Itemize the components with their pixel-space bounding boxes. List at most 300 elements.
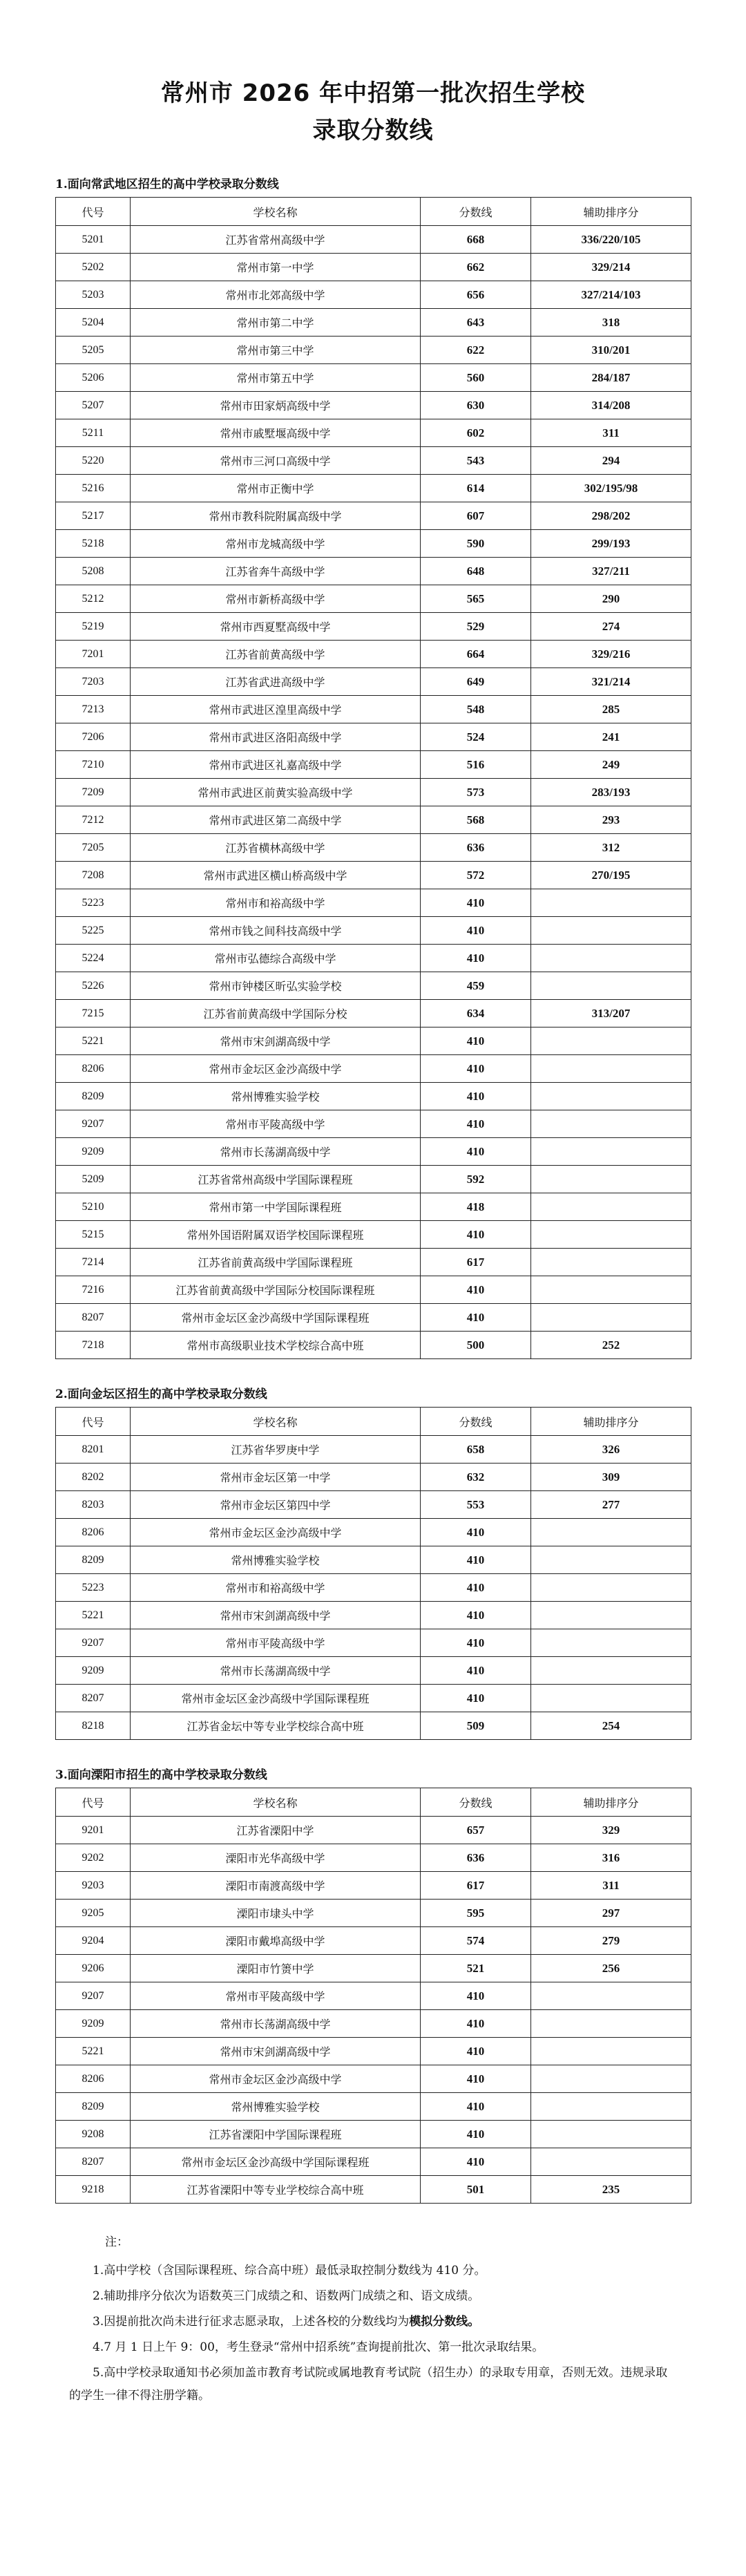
section-title: 1.面向常武地区招生的高中学校录取分数线 [55,178,279,191]
school-name-cell: 江苏省溧阳中学 [131,1817,421,1844]
aux-score-cell [531,1249,691,1276]
table-row [56,751,691,779]
aux-score-cell [531,917,691,945]
table-row [56,641,691,668]
section-3 [55,1765,691,2204]
school-name-cell: 江苏省前黄高级中学 [131,641,421,668]
score-cell: 617 [421,1872,531,1900]
school-code-cell: 8202 [56,1464,131,1491]
table-row [56,309,691,337]
table-row [56,668,691,696]
table-row [56,972,691,1000]
score-cell: 410 [421,2010,531,2038]
table-row [56,1436,691,1464]
score-cell: 410 [421,1602,531,1629]
school-name-cell: 常州市钟楼区昕弘实验学校 [131,972,421,1000]
score-cell: 529 [421,613,531,641]
score-cell: 501 [421,2176,531,2204]
score-cell: 509 [421,1712,531,1740]
aux-score-cell: 314/208 [531,392,691,419]
school-name-cell: 常州市西夏墅高级中学 [131,613,421,641]
school-name-cell: 溧阳市戴埠高级中学 [131,1927,421,1955]
aux-score-cell: 285 [531,696,691,723]
table-row [56,530,691,558]
school-name-cell: 常州市宋剑湖高级中学 [131,1602,421,1629]
aux-score-cell [531,1276,691,1304]
school-code-cell: 9206 [56,1955,131,1982]
table-row [56,696,691,723]
school-code-cell: 8207 [56,2148,131,2176]
school-name-cell: 常州市武进区第二高级中学 [131,806,421,834]
school-code-cell: 5207 [56,392,131,419]
table-row [56,1464,691,1491]
score-cell: 592 [421,1166,531,1193]
aux-score-cell [531,1221,691,1249]
school-code-cell: 5223 [56,889,131,917]
aux-score-cell: 336/220/105 [531,226,691,254]
score-cell: 630 [421,392,531,419]
score-cell: 590 [421,530,531,558]
column-header: 辅助排序分 [531,1408,691,1436]
school-code-cell: 7201 [56,641,131,668]
school-name-cell: 常州市高级职业技术学校综合高中班 [131,1332,421,1359]
school-name-cell: 常州博雅实验学校 [131,1083,421,1110]
school-code-cell: 7212 [56,806,131,834]
column-header: 学校名称 [131,198,421,226]
sections-container [0,174,746,2204]
aux-score-cell [531,2010,691,2038]
notes [69,2231,677,2407]
school-name-cell: 常州市金坛区第一中学 [131,1464,421,1491]
score-cell: 410 [421,1110,531,1138]
school-name-cell: 常州市金坛区第四中学 [131,1491,421,1519]
school-name-cell: 江苏省前黄高级中学国际课程班 [131,1249,421,1276]
table-row [56,585,691,613]
school-name-cell: 溧阳市竹箦中学 [131,1955,421,1982]
score-cell: 410 [421,1276,531,1304]
table-row [56,917,691,945]
aux-score-cell [531,1166,691,1193]
table-row [56,1304,691,1332]
school-name-cell: 江苏省前黄高级中学国际分校 [131,1000,421,1027]
score-cell: 410 [421,1304,531,1332]
school-code-cell: 8209 [56,1083,131,1110]
table-row [56,2065,691,2093]
school-code-cell: 5219 [56,613,131,641]
table-row [56,862,691,889]
school-name-cell: 常州市金坛区金沙高级中学国际课程班 [131,2148,421,2176]
table-row [56,281,691,309]
aux-score-cell: 329/214 [531,254,691,281]
aux-score-cell: 326 [531,1436,691,1464]
school-code-cell: 5209 [56,1166,131,1193]
school-name-cell: 江苏省武进高级中学 [131,668,421,696]
school-code-cell: 5215 [56,1221,131,1249]
table-row [56,1629,691,1657]
school-code-cell: 9201 [56,1817,131,1844]
school-code-cell: 9218 [56,2176,131,2204]
aux-score-cell: 274 [531,613,691,641]
column-header: 学校名称 [131,1788,421,1817]
school-code-cell: 5203 [56,281,131,309]
school-code-cell: 5208 [56,558,131,585]
school-name-cell: 常州市宋剑湖高级中学 [131,1027,421,1055]
school-name-cell: 常州市正衡中学 [131,475,421,502]
score-table [55,1788,691,2204]
school-code-cell: 9207 [56,1110,131,1138]
score-cell: 410 [421,889,531,917]
table-header-row [56,1788,691,1817]
school-code-cell: 5224 [56,945,131,972]
note-item [69,2336,677,2359]
aux-score-cell: 270/195 [531,862,691,889]
school-code-cell: 7209 [56,779,131,806]
school-name-cell: 江苏省常州高级中学国际课程班 [131,1166,421,1193]
school-code-cell: 8203 [56,1491,131,1519]
score-cell: 634 [421,1000,531,1027]
aux-score-cell [531,1519,691,1546]
school-name-cell: 常州市第一中学国际课程班 [131,1193,421,1221]
score-cell: 643 [421,309,531,337]
score-cell: 632 [421,1464,531,1491]
school-name-cell: 常州市戚墅堰高级中学 [131,419,421,447]
school-name-cell: 常州博雅实验学校 [131,2093,421,2121]
section-1 [55,174,691,1359]
note-emphasis: 模拟分数线。 [409,2315,480,2329]
score-cell: 410 [421,1138,531,1166]
score-cell: 658 [421,1436,531,1464]
school-name-cell: 溧阳市南渡高级中学 [131,1872,421,1900]
score-cell: 560 [421,364,531,392]
school-code-cell: 9207 [56,1629,131,1657]
school-code-cell: 5204 [56,309,131,337]
school-name-cell: 溧阳市埭头中学 [131,1900,421,1927]
score-cell: 524 [421,723,531,751]
table-row [56,337,691,364]
aux-score-cell [531,1546,691,1574]
table-row [56,447,691,475]
school-name-cell: 江苏省常州高级中学 [131,226,421,254]
school-code-cell: 5221 [56,1027,131,1055]
table-row [56,1927,691,1955]
score-cell: 553 [421,1491,531,1519]
aux-score-cell: 254 [531,1712,691,1740]
school-code-cell: 9209 [56,1657,131,1685]
school-name-cell: 江苏省前黄高级中学国际分校国际课程班 [131,1276,421,1304]
aux-score-cell [531,2093,691,2121]
school-name-cell: 常州市宋剑湖高级中学 [131,2038,421,2065]
score-cell: 657 [421,1817,531,1844]
score-cell: 574 [421,1927,531,1955]
school-name-cell: 常州市三河口高级中学 [131,447,421,475]
table-row [56,1332,691,1359]
score-table [55,1407,691,1740]
aux-score-cell: 321/214 [531,668,691,696]
table-header-row [56,198,691,226]
score-cell: 617 [421,1249,531,1276]
aux-score-cell: 277 [531,1491,691,1519]
score-cell: 602 [421,419,531,447]
note-text: 1.高中学校（含国际课程班、综合高中班）最低录取控制分数线为 410 分。 [93,2264,486,2277]
table-row [56,1138,691,1166]
table-row [56,806,691,834]
score-cell: 410 [421,1657,531,1685]
score-cell: 410 [421,1546,531,1574]
table-row [56,1083,691,1110]
aux-score-cell: 297 [531,1900,691,1927]
table-row [56,1657,691,1685]
score-cell: 516 [421,751,531,779]
school-name-cell: 常州市新桥高级中学 [131,585,421,613]
school-code-cell: 5225 [56,917,131,945]
score-cell: 662 [421,254,531,281]
aux-score-cell: 329 [531,1817,691,1844]
school-name-cell: 常州市武进区前黄实验高级中学 [131,779,421,806]
table-row [56,1602,691,1629]
aux-score-cell [531,2148,691,2176]
school-name-cell: 常州市龙城高级中学 [131,530,421,558]
table-row [56,254,691,281]
school-code-cell: 5221 [56,2038,131,2065]
school-name-cell: 常州市武进区湟里高级中学 [131,696,421,723]
score-cell: 410 [421,2093,531,2121]
table-row [56,779,691,806]
table-row [56,2148,691,2176]
aux-score-cell: 311 [531,419,691,447]
score-cell: 410 [421,2038,531,2065]
school-name-cell: 常州市第五中学 [131,364,421,392]
score-cell: 595 [421,1900,531,1927]
aux-score-cell [531,1110,691,1138]
school-code-cell: 8207 [56,1685,131,1712]
title-line-2: 录取分数线 [312,117,434,144]
school-name-cell: 江苏省金坛中等专业学校综合高中班 [131,1712,421,1740]
table-row [56,1685,691,1712]
table-row [56,558,691,585]
school-code-cell: 8209 [56,2093,131,2121]
column-header: 辅助排序分 [531,1788,691,1817]
table-row [56,723,691,751]
school-name-cell: 常州外国语附属双语学校国际课程班 [131,1221,421,1249]
aux-score-cell [531,1027,691,1055]
aux-score-cell [531,1657,691,1685]
table-row [56,1110,691,1138]
aux-score-cell [531,1138,691,1166]
school-name-cell: 常州市和裕高级中学 [131,889,421,917]
notes-head: 注： [105,2235,128,2249]
school-code-cell: 8209 [56,1546,131,1574]
page-title [0,0,746,149]
table-row [56,2176,691,2204]
school-name-cell: 常州市平陵高级中学 [131,1629,421,1657]
school-name-cell: 常州市武进区礼嘉高级中学 [131,751,421,779]
table-row [56,1000,691,1027]
score-cell: 410 [421,1221,531,1249]
school-code-cell: 5212 [56,585,131,613]
school-name-cell: 常州市金坛区金沙高级中学 [131,1519,421,1546]
aux-score-cell [531,1055,691,1083]
aux-score-cell: 279 [531,1927,691,1955]
score-cell: 410 [421,1083,531,1110]
school-code-cell: 5210 [56,1193,131,1221]
aux-score-cell: 256 [531,1955,691,1982]
score-cell: 648 [421,558,531,585]
score-cell: 664 [421,641,531,668]
aux-score-cell [531,2065,691,2093]
school-code-cell: 8207 [56,1304,131,1332]
score-cell: 668 [421,226,531,254]
school-code-cell: 5205 [56,337,131,364]
aux-score-cell [531,1629,691,1657]
table-row [56,834,691,862]
aux-score-cell: 313/207 [531,1000,691,1027]
aux-score-cell [531,2121,691,2148]
school-name-cell: 常州市长荡湖高级中学 [131,1657,421,1685]
note-item [69,2311,677,2333]
school-code-cell: 5216 [56,475,131,502]
aux-score-cell: 293 [531,806,691,834]
school-code-cell: 5221 [56,1602,131,1629]
school-name-cell: 常州市田家炳高级中学 [131,392,421,419]
score-cell: 568 [421,806,531,834]
school-name-cell: 江苏省溧阳中等专业学校综合高中班 [131,2176,421,2204]
score-cell: 614 [421,475,531,502]
school-name-cell: 江苏省华罗庚中学 [131,1436,421,1464]
aux-score-cell: 241 [531,723,691,751]
school-name-cell: 常州市第一中学 [131,254,421,281]
aux-score-cell: 249 [531,751,691,779]
aux-score-cell [531,1602,691,1629]
table-row [56,1982,691,2010]
aux-score-cell: 329/216 [531,641,691,668]
aux-score-cell: 294 [531,447,691,475]
aux-score-cell: 327/214/103 [531,281,691,309]
aux-score-cell: 298/202 [531,502,691,530]
column-header: 代号 [56,1788,131,1817]
school-code-cell: 9203 [56,1872,131,1900]
school-name-cell: 常州市武进区横山桥高级中学 [131,862,421,889]
school-code-cell: 5202 [56,254,131,281]
school-name-cell: 江苏省溧阳中学国际课程班 [131,2121,421,2148]
score-cell: 410 [421,2065,531,2093]
table-row [56,1872,691,1900]
title-line-1: 常州市 2026 年中招第一批次招生学校 [160,79,586,107]
school-code-cell: 5220 [56,447,131,475]
score-cell: 410 [421,917,531,945]
score-cell: 649 [421,668,531,696]
school-name-cell: 常州市和裕高级中学 [131,1574,421,1602]
aux-score-cell [531,1193,691,1221]
school-name-cell: 常州市金坛区金沙高级中学国际课程班 [131,1304,421,1332]
school-name-cell: 常州市平陵高级中学 [131,1110,421,1138]
school-code-cell: 7213 [56,696,131,723]
school-code-cell: 9209 [56,2010,131,2038]
section-title: 2.面向金坛区招生的高中学校录取分数线 [55,1388,267,1401]
table-row [56,475,691,502]
school-code-cell: 9207 [56,1982,131,2010]
table-row [56,226,691,254]
column-header: 学校名称 [131,1408,421,1436]
score-cell: 548 [421,696,531,723]
score-cell: 543 [421,447,531,475]
aux-score-cell: 310/201 [531,337,691,364]
school-name-cell: 常州市北郊高级中学 [131,281,421,309]
score-cell: 636 [421,1844,531,1872]
score-cell: 521 [421,1955,531,1982]
school-name-cell: 常州市金坛区金沙高级中学 [131,2065,421,2093]
table-row [56,613,691,641]
table-row [56,419,691,447]
note-text: 2.辅助排序分依次为语数英三门成绩之和、语数两门成绩之和、语文成绩。 [93,2289,480,2303]
score-cell: 410 [421,1055,531,1083]
aux-score-cell [531,1982,691,2010]
school-code-cell: 8206 [56,1519,131,1546]
aux-score-cell: 235 [531,2176,691,2204]
school-name-cell: 常州博雅实验学校 [131,1546,421,1574]
score-cell: 410 [421,1519,531,1546]
aux-score-cell: 302/195/98 [531,475,691,502]
score-cell: 410 [421,945,531,972]
note-item [69,2362,677,2407]
school-code-cell: 7203 [56,668,131,696]
school-code-cell: 7210 [56,751,131,779]
score-cell: 573 [421,779,531,806]
score-cell: 459 [421,972,531,1000]
aux-score-cell [531,1304,691,1332]
school-name-cell: 常州市教科院附属高级中学 [131,502,421,530]
school-code-cell: 8201 [56,1436,131,1464]
table-row [56,1055,691,1083]
school-code-cell: 7218 [56,1332,131,1359]
school-code-cell: 9205 [56,1900,131,1927]
school-name-cell: 常州市长荡湖高级中学 [131,1138,421,1166]
aux-score-cell [531,945,691,972]
table-row [56,1817,691,1844]
table-row [56,1027,691,1055]
aux-score-cell [531,972,691,1000]
school-code-cell: 9209 [56,1138,131,1166]
table-row [56,889,691,917]
school-name-cell: 江苏省奔牛高级中学 [131,558,421,585]
score-cell: 565 [421,585,531,613]
school-name-cell: 常州市金坛区金沙高级中学 [131,1055,421,1083]
school-code-cell: 5217 [56,502,131,530]
table-row [56,2038,691,2065]
note-text: 5.高中学校录取通知书必须加盖市教育考试院或属地教育考试院（招生办）的录取专用章，否则无效。违规录取的学生一律不得注册学籍。 [69,2366,668,2403]
table-row [56,1249,691,1276]
school-code-cell: 5218 [56,530,131,558]
column-header: 代号 [56,198,131,226]
school-code-cell: 9204 [56,1927,131,1955]
school-name-cell: 常州市钱之间科技高级中学 [131,917,421,945]
aux-score-cell [531,1574,691,1602]
school-code-cell: 7208 [56,862,131,889]
school-name-cell: 常州市平陵高级中学 [131,1982,421,2010]
school-code-cell: 7216 [56,1276,131,1304]
school-code-cell: 8206 [56,1055,131,1083]
column-header: 代号 [56,1408,131,1436]
score-cell: 500 [421,1332,531,1359]
school-code-cell: 9208 [56,2121,131,2148]
score-cell: 607 [421,502,531,530]
score-cell: 410 [421,1027,531,1055]
table-row [56,502,691,530]
section-2 [55,1384,691,1740]
notes-list [69,2260,677,2407]
aux-score-cell [531,2038,691,2065]
column-header: 辅助排序分 [531,198,691,226]
table-row [56,1519,691,1546]
